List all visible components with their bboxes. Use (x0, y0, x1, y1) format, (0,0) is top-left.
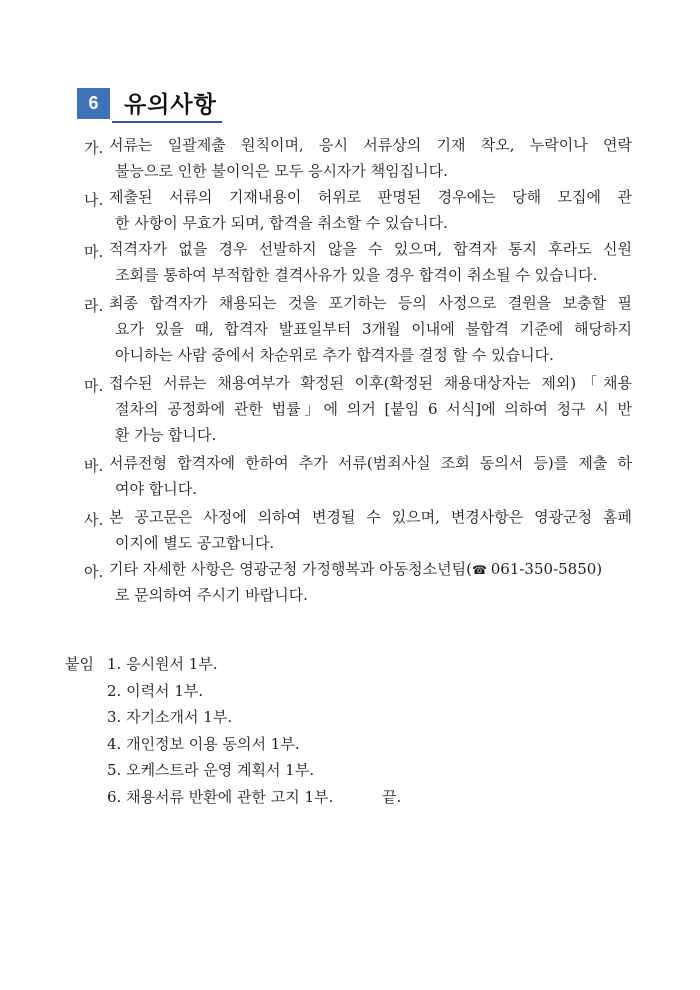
section-title: 유의사항 (124, 92, 217, 118)
item-marker: 나. (84, 191, 104, 209)
item-line: 로 문의하여 주시기 바랍니다. (115, 586, 308, 604)
item-line: 서류는 일괄제출 원칙이며, 응시 서류상의 기재 착오, 누락이나 연락 (109, 136, 632, 154)
item-line: 한 사항이 무효가 되며, 합격을 취소할 수 있습니다. (115, 214, 448, 232)
item-line: 조회를 통하여 부적합한 결격사유가 있을 경우 합격이 취소될 수 있습니다. (115, 266, 598, 284)
item-line: 요가 있을 때, 합격자 발표일부터 3개월 이내에 불합격 기준에 해당하지 (115, 320, 632, 338)
item-marker: 사. (84, 511, 104, 529)
section-number-badge: 6 (77, 88, 110, 119)
item-line: 이지에 별도 공고합니다. (115, 534, 275, 552)
title-underline (112, 121, 222, 123)
item-marker: 가. (84, 139, 104, 157)
attachment-label: 붙임 (65, 655, 94, 673)
item-line: 환 가능 합니다. (115, 426, 217, 444)
item-marker: 마. (84, 377, 104, 395)
item-line: 본 공고문은 사정에 의하여 변경될 수 있으며, 변경사항은 영광군청 홈페 (109, 508, 632, 526)
item-line: 접수된 서류는 채용여부가 확정된 이후(확정된 채용대상자는 제외)「채용 (109, 374, 632, 392)
item-line: 제출된 서류의 기재내용이 허위로 판명된 경우에는 당해 모집에 관 (109, 188, 632, 206)
phone-icon: ☎ (471, 563, 491, 577)
item-line: 절차의 공정화에 관한 법률」에 의거 [붙임 6 서식]에 의하여 청구 시 반 (115, 400, 632, 418)
attachment-item: 1. 응시원서 1부. (107, 655, 218, 673)
attachment-item: 5. 오케스트라 운영 계획서 1부. (107, 761, 315, 779)
attachment-item: 4. 개인정보 이용 동의서 1부. (107, 734, 300, 753)
item-marker: 라. (84, 297, 104, 315)
item-marker: 아. (84, 563, 104, 581)
attachment-item: 6. 채용서류 반환에 관한 고지 1부. (107, 787, 334, 806)
item-line: 서류전형 합격자에 한하여 추가 서류(범죄사실 조회 동의서 등)를 제출 하 (109, 454, 632, 472)
item-line: 최종 합격자가 채용되는 것을 포기하는 등의 사정으로 결원을 보충할 필 (109, 294, 632, 312)
item-marker: 바. (84, 457, 104, 475)
attachment-item: 3. 자기소개서 1부. (107, 708, 233, 726)
item-line: 아니하는 사람 중에서 차순위로 추가 합격자를 결정 할 수 있습니다. (115, 346, 554, 364)
item-text: 기타 자세한 사항은 영광군청 가정행복과 아동청소년팀( (109, 560, 472, 578)
item-marker: 마. (84, 243, 104, 261)
item-line: 적격자가 없을 경우 선발하지 않을 수 있으며, 합격자 통지 후라도 신원 (109, 240, 632, 258)
end-mark: 끝. (382, 787, 402, 806)
phone-number: 061-350-5850) (490, 560, 603, 578)
attachment-item: 2. 이력서 1부. (107, 681, 204, 700)
item-line: 여야 합니다. (115, 480, 197, 498)
item-line: 불능으로 인한 불이익은 모두 응시자가 책임집니다. (115, 162, 448, 180)
item-line (109, 556, 632, 582)
